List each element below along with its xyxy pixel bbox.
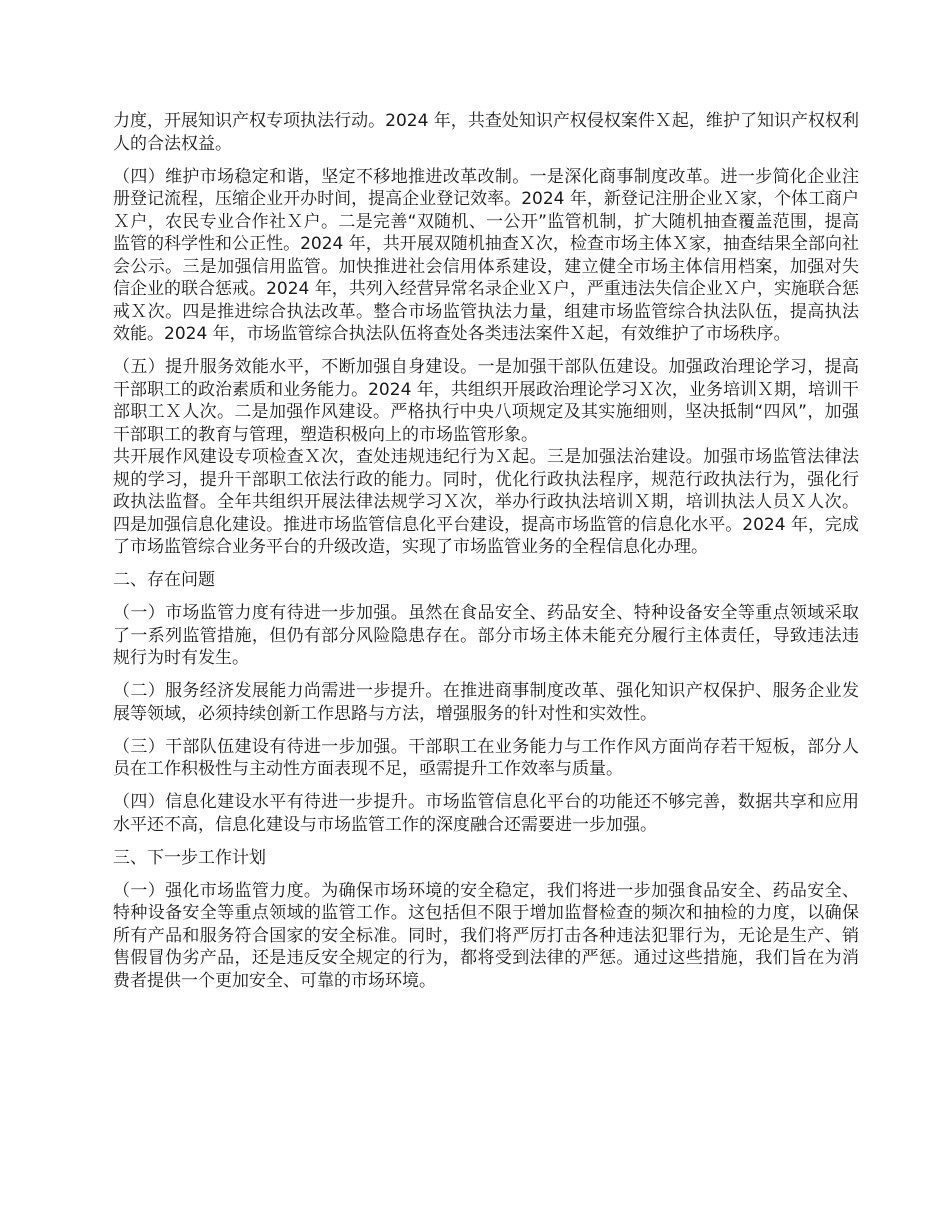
paragraph-problem-staff: （三）干部队伍建设有待进一步加强。干部职工在业务能力与工作作风方面尚存若干短板，部分人员在工作积极性与主动性方面表现不足，亟需提升工作效率与质量。 [113, 736, 859, 779]
paragraph-service-efficiency-continued: 共开展作风建设专项检查Ｘ次，查处违规违纪行为Ｘ起。三是加强法治建设。加强市场监管法律法规的学习，提升干部职工依法行政的能力。同时，优化行政执法程序，规范行政执法行为，强化行政执法监督。全年共组织开展法律法规学习Ｘ次，举办行政执法培训Ｘ期，培训执法人员Ｘ人次。四是加强信息化建设。推进市场监管信息化平台建设，提高市场监管的信息化水平。2024 年，完成了市场监管综合业务平台的升级改造，实现了市场监管业务的全程信息化办理。 [113, 447, 859, 557]
section-heading-next-steps: 三、下一步工作计划 [113, 847, 266, 868]
paragraph-service-efficiency: （五）提升服务效能水平，不断加强自身建设。一是加强干部队伍建设。加强政治理论学习，提高干部职工的政治素质和业务能力。2024 年，共组织开展政治理论学习Ｘ次，业务培训Ｘ期，培训干部职工Ｘ人次。二是加强作风建设。严格执行中央八项规定及其实施细则，坚决抵制“四风”，加强干部职工的教育与管理，塑造积极向上的市场监管形象。 [113, 357, 859, 445]
paragraph-problem-service: （二）服务经济发展能力尚需进一步提升。在推进商事制度改革、强化知识产权保护、服务企业发展等领域，必须持续创新工作思路与方法，增强服务的针对性和实效性。 [113, 681, 859, 724]
paragraph-problem-informatization: （四）信息化建设水平有待进一步提升。市场监管信息化平台的功能还不够完善，数据共享和应用水平还不高，信息化建设与市场监管工作的深度融合还需要进一步加强。 [113, 792, 859, 835]
paragraph-problem-supervision: （一）市场监管力度有待进一步加强。虽然在食品安全、药品安全、特种设备安全等重点领域采取了一系列监管措施，但仍有部分风险隐患存在。部分市场主体未能充分履行主体责任，导致违法违规行为时有发生。 [113, 603, 859, 668]
paragraph-market-stability: （四）维护市场稳定和谐，坚定不移地推进改革改制。一是深化商事制度改革。进一步简化企业注册登记流程，压缩企业开办时间，提高企业登记效率。2024 年，新登记注册企业Ｘ家，个体工商户Ｘ户，农民专业合作社Ｘ户。二是完善“双随机、一公开”监管机制，扩大随机抽查覆盖范围，提高监管的科学性和公正性。2024 年，共开展双随机抽查Ｘ次，检查市场主体Ｘ家，抽查结果全部向社会公示。三是加强信用监管。加快推进社会信用体系建设，建立健全市场主体信用档案，加强对失信企业的联合惩戒。2024 年，共列入经营异常名录企业Ｘ户，严重违法失信企业Ｘ户，实施联合惩戒Ｘ次。四是推进综合执法改革。整合市场监管执法力量，组建市场监管综合执法队伍，提高执法效能。2024 年，市场监管综合执法队伍将查处各类违法案件Ｘ起，有效维护了市场秩序。 [113, 166, 859, 344]
paragraph-plan-supervision: （一）强化市场监管力度。为确保市场环境的安全稳定，我们将进一步加强食品安全、药品安全、特种设备安全等重点领域的监管工作。这包括但不限于增加监督检查的频次和抽检的力度，以确保所有产品和服务符合国家的安全标准。同时，我们将严厉打击各种违法犯罪行为，无论是生产、销售假冒伪劣产品，还是违反安全规定的行为，都将受到法律的严惩。通过这些措施，我们旨在为消费者提供一个更加安全、可靠的市场环境。 [113, 880, 859, 991]
document-page [113, 110, 859, 1003]
section-heading-problems: 二、存在问题 [113, 570, 215, 590]
paragraph-ip-enforcement: 力度，开展知识产权专项执法行动。2024 年，共查处知识产权侵权案件Ｘ起，维护了知识产权权利人的合法权益。 [113, 111, 859, 154]
